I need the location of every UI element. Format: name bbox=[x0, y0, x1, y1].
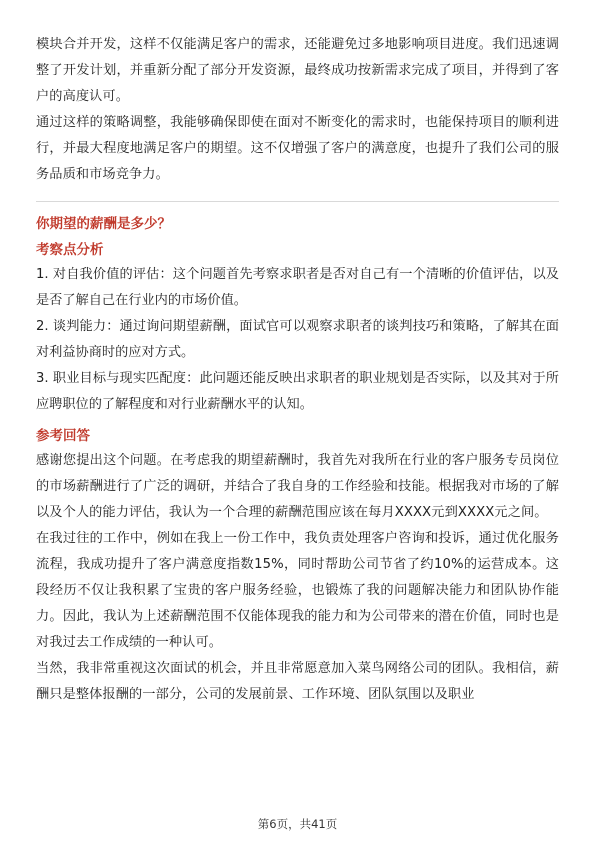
question-heading: 你期望的薪酬是多少？ bbox=[36, 216, 171, 232]
analysis-heading: 考察点分析 bbox=[36, 242, 104, 258]
document-page bbox=[36, 32, 559, 708]
analysis-item: 2. 谈判能力：通过询问期望薪酬，面试官可以观察求职者的谈判技巧和策略，了解其在面对利益协商时的应对方式。 bbox=[36, 319, 559, 360]
answer-paragraph: 当然，我非常重视这次面试的机会，并且非常愿意加入菜鸟网络公司的团队。我相信，薪酬只是整体报酬的一部分，公司的发展前景、工作环境、团队氛围以及职业 bbox=[36, 661, 559, 702]
intro-paragraph: 模块合并开发，这样不仅能满足客户的需求，还能避免过多地影响项目进度。我们迅速调整了开发计划，并重新分配了部分开发资源，最终成功按新需求完成了项目，并得到了客户的高度认可。 bbox=[36, 37, 559, 104]
answer-paragraph: 感谢您提出这个问题。在考虑我的期望薪酬时，我首先对我所在行业的客户服务专员岗位的市场薪酬进行了广泛的调研，并结合了我自身的工作经验和技能。根据我对市场的了解以及个人的能力评估，我认为一个合理的薪酬范围应该在每月XXXX元到XXXX元之间。 bbox=[36, 453, 559, 520]
section-divider bbox=[36, 201, 559, 202]
analysis-item: 3. 职业目标与现实匹配度：此问题还能反映出求职者的职业规划是否实际，以及其对于所应聘职位的了解程度和对行业薪酬水平的认知。 bbox=[36, 371, 559, 412]
analysis-item: 1. 对自我价值的评估：这个问题首先考察求职者是否对自己有一个清晰的价值评估，以及是否了解自己在行业内的市场价值。 bbox=[36, 267, 559, 308]
answer-paragraph: 在我过往的工作中，例如在我上一份工作中，我负责处理客户咨询和投诉，通过优化服务流程，我成功提升了客户满意度指数15%，同时帮助公司节省了约10%的运营成本。这段经历不仅让我积累了宝贵的客户服务经验，也锻炼了我的问题解决能力和团队协作能力。因此，我认为上述薪酬范围不仅能体现我的能力和为公司带来的潜在价值，同时也是对我过去工作成绩的一种认可。 bbox=[36, 531, 559, 650]
intro-paragraph: 通过这样的策略调整，我能够确保即使在面对不断变化的需求时，也能保持项目的顺利进行，并最大程度地满足客户的期望。这不仅增强了客户的满意度，也提升了我们公司的服务品质和市场竞争力。 bbox=[36, 115, 559, 182]
answer-heading: 参考回答 bbox=[36, 428, 90, 444]
page-number: 第6页，共41页 bbox=[257, 817, 338, 831]
